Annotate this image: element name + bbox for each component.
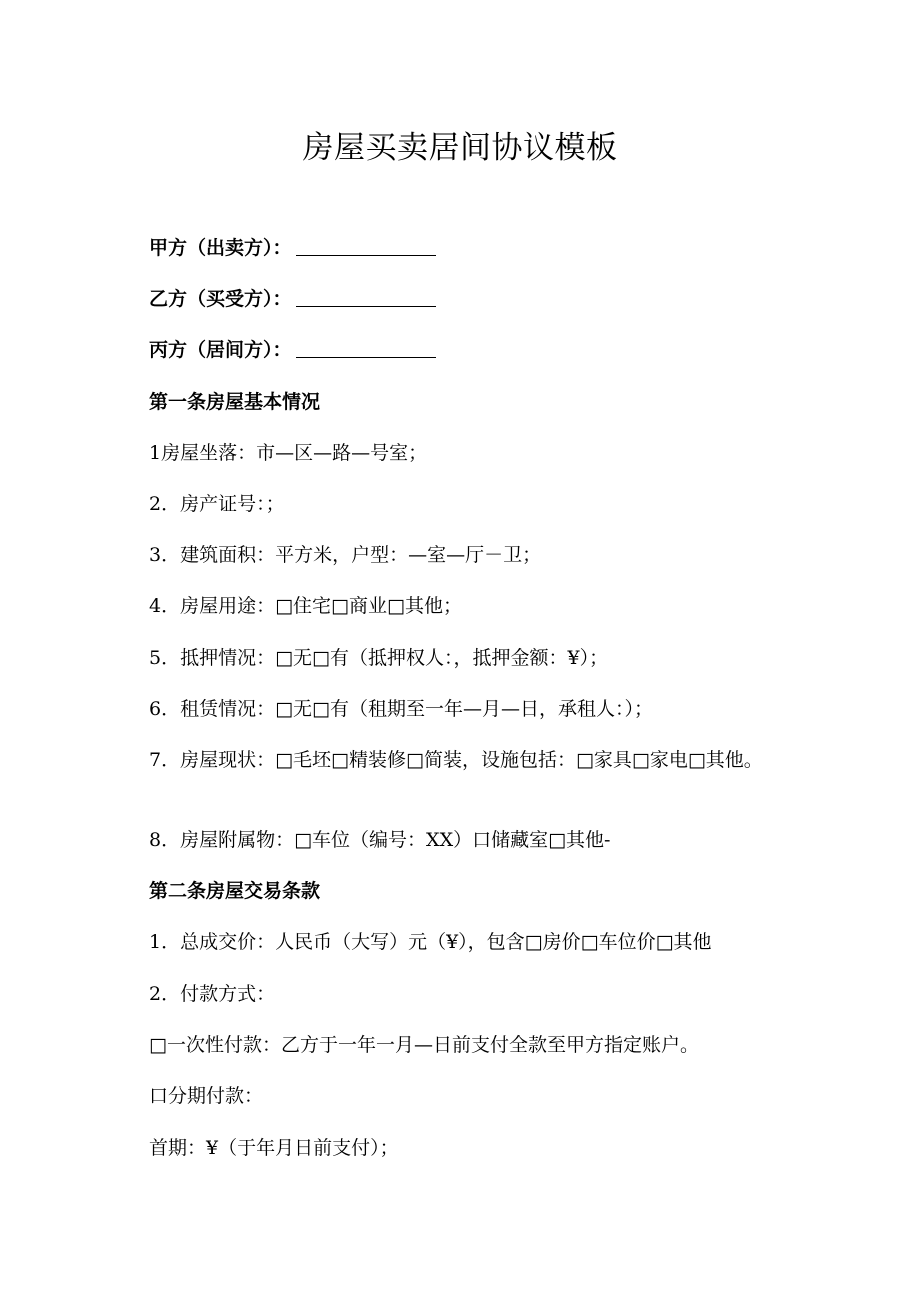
section1-item: 6．租赁情况：□无□有（租期至一年—月—日，承租人：）；: [149, 698, 653, 720]
document-title: 房屋买卖居间协议模板: [302, 130, 618, 166]
party-a-line: [149, 233, 436, 263]
section2-item: 2．付款方式：: [149, 983, 276, 1005]
party-c-line: [149, 335, 436, 365]
section1-item: 2．房产证号：；: [149, 493, 285, 515]
section1-item: 5．抵押情况：□无□有（抵押权人：，抵押金额：¥）；: [149, 647, 609, 669]
party-b-blank: [296, 286, 436, 307]
section1-heading: 第一条房屋基本情况: [149, 391, 321, 413]
section1-item: 7．房屋现状：□毛坯□精装修□简装，设施包括：□家具□家电□其他。: [149, 749, 763, 771]
section1-item: 3．建筑面积：平方米，户型：—室—厅－卫；: [149, 544, 542, 566]
section1-item: 4．房屋用途：□住宅□商业□其他；: [149, 595, 462, 617]
party-a-label: 甲方（出卖方）：: [149, 237, 292, 259]
section2-item: □一次性付款：乙方于一年一月—日前支付全款至甲方指定账户。: [149, 1034, 699, 1056]
section2-item: 1．总成交价：人民币（大写）元（¥），包含□房价□车位价□其他: [149, 931, 712, 953]
section2-item: 口分期付款：: [149, 1085, 264, 1107]
party-c-label: 丙方（居间方）：: [149, 339, 292, 361]
party-b-label: 乙方（买受方）：: [149, 288, 292, 310]
section2-heading: 第二条房屋交易条款: [149, 880, 321, 902]
section1-item: 1房屋坐落：市—区—路—号室；: [149, 442, 428, 464]
section1-item: 8．房屋附属物：□车位（编号：XX）口储藏室□其他-: [149, 829, 611, 851]
party-b-line: [149, 284, 436, 314]
party-a-blank: [296, 235, 436, 256]
party-c-blank: [296, 337, 436, 358]
section2-item: 首期：¥（于年月日前支付）；: [149, 1137, 399, 1159]
